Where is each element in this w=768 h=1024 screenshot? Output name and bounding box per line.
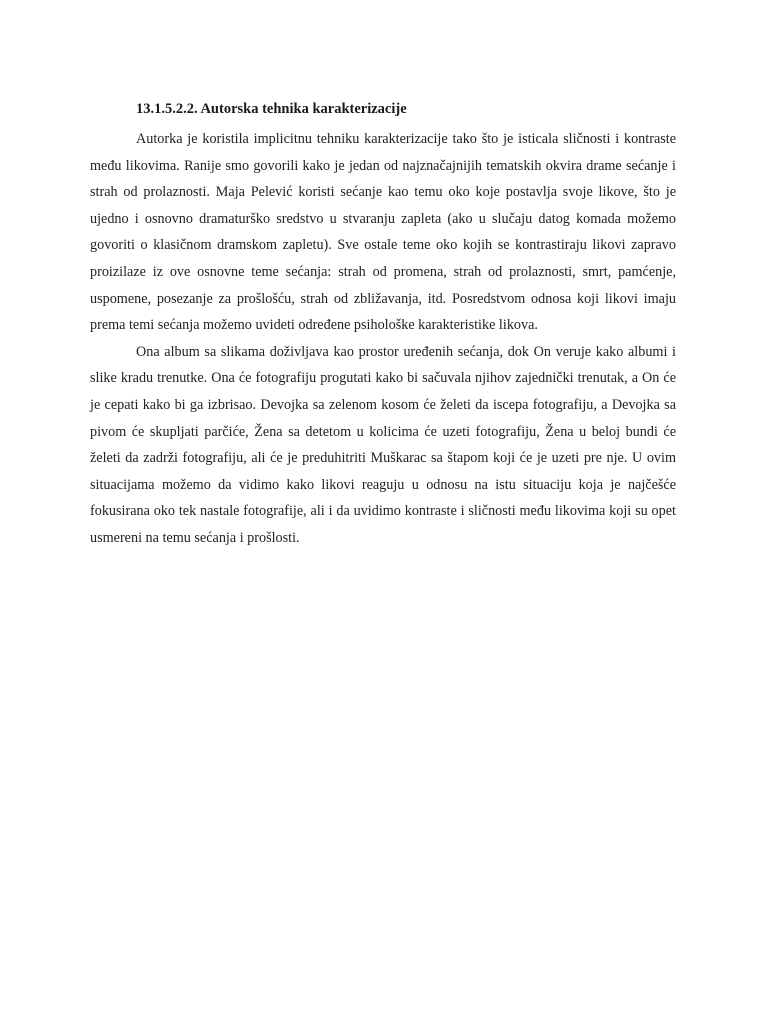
- paragraph-2: Ona album sa slikama doživljava kao prostor uređenih sećanja, dok On veruje kako albumi i slike kradu trenutke. Ona će fotografiju progutati kako bi sačuvala njihov zajednički trenutak, a On će je cepati kako bi ga izbrisao. Devojka sa zelenom kosom će želeti da iscepa fotografiju, a Devojka sa pivom će skupljati parčiće, Žena sa detetom u kolicima će uzeti fotografiju, Žena u beloj bundi će želeti da zadrži fotografiju, ali će je preduhitriti Muškarac sa štapom koji će je uzeti pre nje. U ovim situacijama možemo da vidimo kako likovi reaguju u odnosu na istu situaciju koja je najčešće fokusirana oko tek nastale fotografije, ali i da uvidimo kontraste i sličnosti među likovima koji su opet usmereni na temu sećanja i prošlosti.: [90, 343, 676, 546]
- paragraph-1: Autorka je koristila implicitnu tehniku karakterizacije tako što je isticala sličnosti i kontraste među likovima. Ranije smo govorili kako je jedan od najznačajnijih tematskih okvira drame sećanje i strah od prolaznosti. Maja Pelević koristi sećanje kao temu oko koje postavlja svoje likove, što je ujedno i osnovno dramaturško sredstvo u stvaranju zapleta (ako u slučaju datog komada možemo govoriti o klasičnom dramskom zapletu). Sve ostale teme oko kojih se kontrastiraju likovi zapravo proizilaze iz ove osnovne teme sećanja: strah od promena, strah od prolaznosti, smrt, pamćenje, uspomene, posezanje za prošlošću, strah od zbližavanja, itd. Posredstvom odnosa koji likovi imaju prema temi sećanja možemo uvideti određene psihološke karakteristike likova.: [90, 131, 676, 334]
- section-heading: 13.1.5.2.2. Autorska tehnika karakterizacije: [136, 101, 407, 117]
- document-body: [90, 96, 676, 552]
